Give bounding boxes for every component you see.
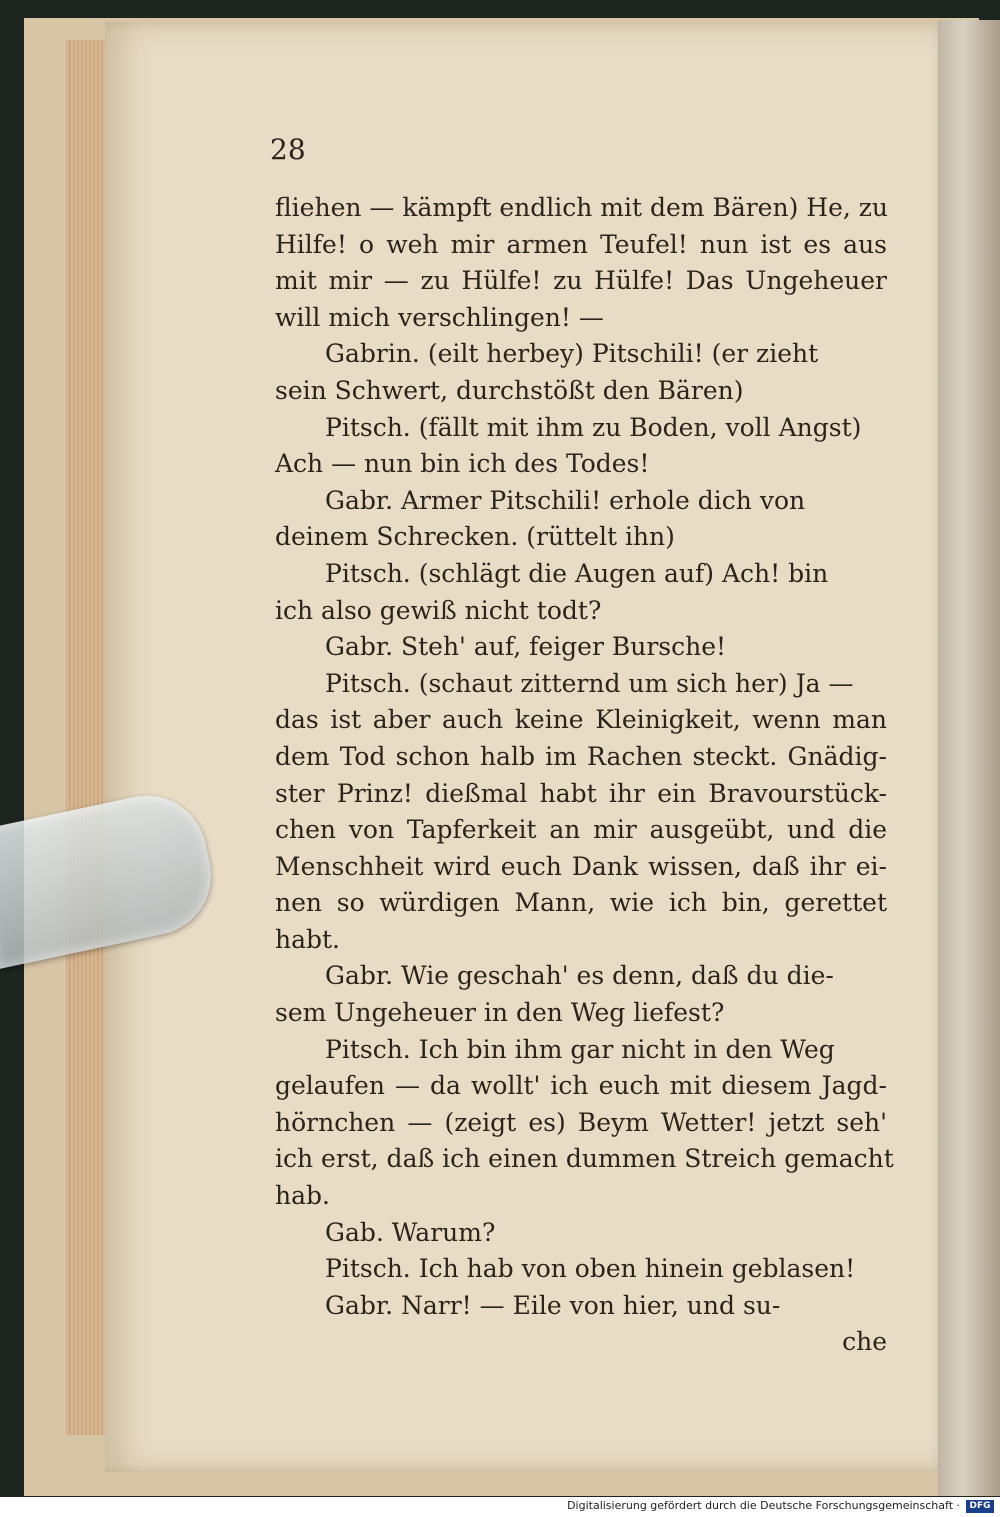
text-line: chen von Tapferkeit an mir ausgeübt, und die [275,815,887,845]
text-line: will mich verschlingen! — [275,302,604,332]
text-line: sein Schwert, durchstößt den Bären) [275,375,744,405]
text-line: Gabr. Narr! — Eile von hier, und su- [325,1290,781,1320]
text-line: Gab. Warum? [325,1217,496,1247]
text-line: das ist aber auch keine Kleinigkeit, wenn man [275,705,887,735]
funding-notice: Digitalisierung gefördert durch die Deutsche Forschungsgemeinschaft · [567,1499,960,1512]
text-line: sem Ungeheuer in den Weg liefest? [275,998,725,1028]
text-line: Pitsch. (schaut zitternd um sich her) Ja — [325,668,854,698]
text-line: Pitsch. (schlägt die Augen auf) Ach! bin [325,558,829,588]
text-line: Pitsch. Ich hab von oben hinein geblasen! [325,1254,856,1284]
footer-bar [0,1497,1000,1517]
right-page-edge [938,20,1000,1496]
text-line: Hilfe! o weh mir armen Teufel! nun ist es aus [275,229,887,259]
page-text [275,190,894,1361]
text-line: ich also gewiß nicht todt? [275,595,602,625]
text-line: hab. [275,1181,330,1211]
text-line: fliehen — kämpft endlich mit dem Bären) He, zu [275,193,889,222]
text-line: Gabrin. (eilt herbey) Pitschili! (er zieht [325,339,819,369]
text-line: Pitsch. (fällt mit ihm zu Boden, voll Angst) [325,412,862,442]
text-line: ich erst, daß ich einen dummen Streich gemacht [275,1144,894,1174]
text-line: nen so würdigen Mann, wie ich bin, gerettet [275,888,887,918]
text-line: hörnchen — (zeigt es) Beym Wetter! jetzt seh' [275,1107,887,1137]
text-line: Ach — nun bin ich des Todes! [275,449,650,479]
text-line: Menschheit wird euch Dank wissen, daß ihr ei- [275,851,887,881]
text-line: habt. [275,924,341,954]
text-line: Gabr. Steh' auf, feiger Bursche! [325,632,727,662]
text-line: mit mir — zu Hülfe! zu Hülfe! Das Ungeheuer [275,266,887,296]
text-line: Pitsch. Ich bin ihm gar nicht in den Weg [325,1034,835,1064]
dfg-logo: DFG [966,1500,994,1513]
text-line: gelaufen — da wollt' ich euch mit diesem Jagd- [275,1071,887,1101]
text-line: Gabr. Wie geschah' es denn, daß du die- [325,961,834,991]
catchword: che [842,1327,887,1357]
text-line: Gabr. Armer Pitschili! erhole dich von [325,485,806,515]
page-number: 28 [270,133,306,166]
text-line: deinem Schrecken. (rüttelt ihn) [275,522,675,552]
text-line: ster Prinz! dießmal habt ihr ein Bravourstück- [275,778,887,808]
text-line: dem Tod schon halb im Rachen steckt. Gnädig- [275,741,887,771]
